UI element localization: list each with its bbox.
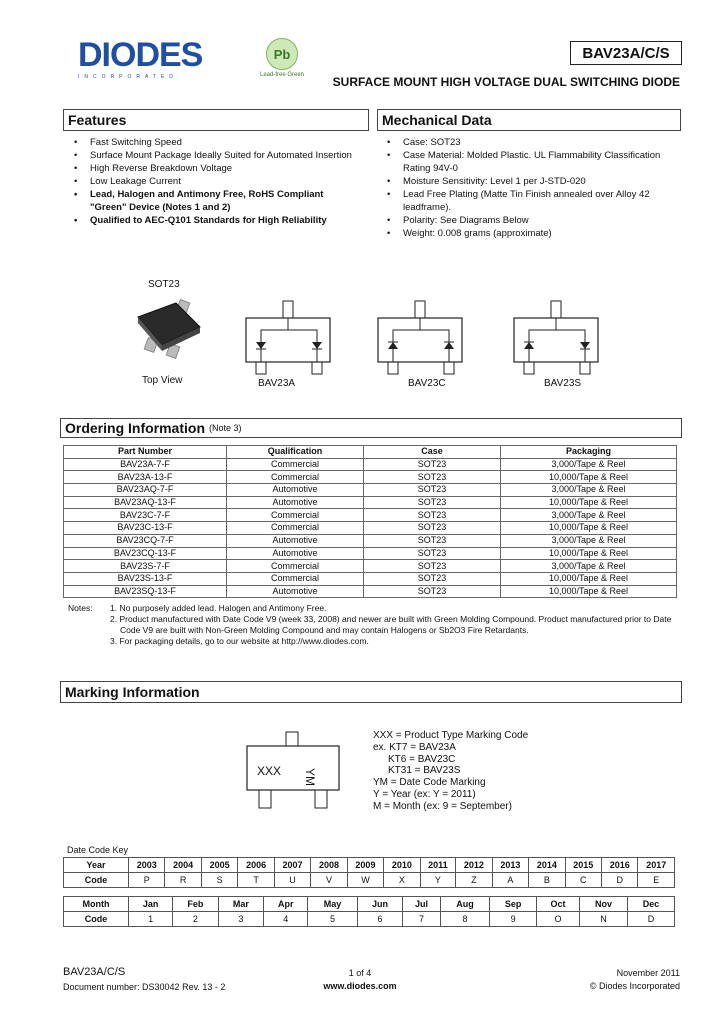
features-heading: Features [63, 109, 369, 131]
table-cell: 10,000/Tape & Reel [501, 522, 677, 535]
marking-heading: Marking Information [60, 681, 682, 703]
bav23s-diagram [512, 298, 602, 376]
ordering-col-header: Packaging [501, 446, 677, 459]
footer-part-number: BAV23A/C/S [63, 966, 126, 978]
year-code-table [63, 857, 675, 888]
table-cell: BAV23AQ-13-F [64, 496, 227, 509]
feature-item: • Surface Mount Package Ideally Suited for Automated Insertion [70, 149, 370, 162]
table-row [64, 560, 677, 573]
date-code-cell: U [274, 873, 310, 888]
table-cell: Commercial [227, 471, 364, 484]
date-code-cell: Feb [173, 897, 219, 912]
date-code-cell: E [638, 873, 675, 888]
ordering-table-body [64, 458, 677, 598]
footer-website-link[interactable]: www.diodes.com [323, 981, 397, 991]
year-code-row [64, 873, 675, 888]
date-code-cell: 2007 [274, 858, 310, 873]
note-item: Code V9 are built with Non-Green Molding Compound and may contain Halogens or Sb2O3 Fire Retardants. [120, 625, 529, 635]
date-code-cell: 2006 [238, 858, 274, 873]
table-cell: 10,000/Tape & Reel [501, 572, 677, 585]
table-cell: 3,000/Tape & Reel [501, 509, 677, 522]
table-cell: Automotive [227, 534, 364, 547]
date-code-cell: Sep [490, 897, 537, 912]
lead-free-label: Lead-free Green [259, 72, 305, 78]
date-code-cell: Jun [357, 897, 403, 912]
ordering-col-header: Part Number [64, 446, 227, 459]
table-row [64, 585, 677, 598]
date-code-cell: 8 [440, 912, 489, 927]
legend-line: YM = Date Code Marking [373, 777, 486, 789]
date-code-cell: O [537, 912, 580, 927]
mechanical-item: • Case: SOT23 [383, 136, 683, 149]
table-cell: 10,000/Tape & Reel [501, 547, 677, 560]
part-number-box: BAV23A/C/S [570, 41, 682, 65]
table-cell: SOT23 [364, 458, 501, 471]
mechanical-line: leadframe). [403, 202, 452, 213]
table-cell: BAV23A-13-F [64, 471, 227, 484]
top-view-label: Top View [142, 375, 183, 386]
date-code-cell: N [579, 912, 627, 927]
footer-date: November 2011 [616, 968, 680, 978]
table-cell: BAV23SQ-13-F [64, 585, 227, 598]
date-code-cell: P [129, 873, 165, 888]
date-code-cell: Jul [403, 897, 440, 912]
ordering-col-header: Qualification [227, 446, 364, 459]
date-code-cell: 6 [357, 912, 403, 927]
date-code-cell: C [565, 873, 601, 888]
table-cell: SOT23 [364, 547, 501, 560]
table-cell: Commercial [227, 522, 364, 535]
feature-item: • Low Leakage Current [70, 175, 370, 188]
legend-line: KT6 = BAV23C [388, 753, 456, 765]
pb-icon: Pb [266, 38, 298, 70]
mechanical-line: Lead Free Plating (Matte Tin Finish annealed over Alloy 42 [403, 189, 650, 200]
date-code-cell: 2017 [638, 858, 675, 873]
date-code-cell: Month [64, 897, 129, 912]
table-cell: 10,000/Tape & Reel [501, 471, 677, 484]
date-code-cell: 2004 [165, 858, 201, 873]
ordering-heading [60, 418, 682, 438]
feature-item: • High Reverse Breakdown Voltage [70, 162, 370, 175]
table-cell: BAV23C-13-F [64, 522, 227, 535]
bav23a-label: BAV23A [258, 378, 296, 389]
chip-marking-code: XXX [257, 764, 282, 778]
table-row [64, 534, 677, 547]
date-code-cell: S [201, 873, 237, 888]
date-code-cell: Jan [129, 897, 173, 912]
table-cell: SOT23 [364, 534, 501, 547]
table-cell: Commercial [227, 509, 364, 522]
date-code-cell: 5 [308, 912, 358, 927]
table-cell: BAV23S-7-F [64, 560, 227, 573]
table-cell: BAV23A-7-F [64, 458, 227, 471]
date-code-cell: 2010 [384, 858, 420, 873]
table-cell: 3,000/Tape & Reel [501, 484, 677, 497]
date-code-cell: 2003 [129, 858, 165, 873]
mechanical-item [383, 188, 683, 214]
table-cell: Automotive [227, 496, 364, 509]
table-cell: Automotive [227, 484, 364, 497]
footer-docnum: Document number: DS30042 Rev. 13 - 2 [63, 982, 226, 992]
date-code-cell: 2008 [311, 858, 347, 873]
table-cell: 3,000/Tape & Reel [501, 534, 677, 547]
table-row [64, 471, 677, 484]
note-item: 2. Product manufactured with Date Code V9 (week 33, 2008) and newer are built with Green Molding Compound. Product manufactured prior to Date [110, 614, 672, 624]
date-code-cell: 2016 [602, 858, 638, 873]
mechanical-item: • Weight: 0.008 grams (approximate) [383, 227, 683, 240]
month-row [64, 897, 675, 912]
table-cell: SOT23 [364, 509, 501, 522]
table-cell: SOT23 [364, 471, 501, 484]
date-code-cell: 1 [129, 912, 173, 927]
date-code-cell: 2013 [492, 858, 528, 873]
date-code-cell: Mar [218, 897, 264, 912]
notes-label: Notes: [68, 603, 93, 613]
feature-line: "Green" Device (Notes 1 and 2) [90, 202, 231, 213]
date-code-cell: 7 [403, 912, 440, 927]
table-cell: Commercial [227, 572, 364, 585]
mechanical-line: Rating 94V-0 [403, 163, 458, 174]
date-code-cell: Year [64, 858, 129, 873]
table-cell: Automotive [227, 547, 364, 560]
month-code-table [63, 896, 675, 927]
date-code-cell: Code [64, 873, 129, 888]
footer-page: 1 of 4 [348, 968, 372, 978]
date-code-cell: 2 [173, 912, 219, 927]
table-cell: BAV23C-7-F [64, 509, 227, 522]
date-code-cell: 2015 [565, 858, 601, 873]
table-row [64, 547, 677, 560]
table-row [64, 458, 677, 471]
notes-block [110, 603, 680, 647]
table-cell: 10,000/Tape & Reel [501, 496, 677, 509]
date-code-cell: 4 [264, 912, 308, 927]
mechanical-heading: Mechanical Data [377, 109, 681, 131]
date-code-cell: V [311, 873, 347, 888]
date-code-cell: 9 [490, 912, 537, 927]
table-cell: BAV23S-13-F [64, 572, 227, 585]
mechanical-item: • Polarity: See Diagrams Below [383, 214, 683, 227]
date-code-cell: 2011 [420, 858, 456, 873]
ordering-table [63, 445, 677, 598]
feature-item: • Fast Switching Speed [70, 136, 370, 149]
features-list [70, 136, 370, 227]
document-subtitle: SURFACE MOUNT HIGH VOLTAGE DUAL SWITCHING DIODE [332, 75, 680, 89]
date-code-cell: R [165, 873, 201, 888]
ordering-col-header: Case [364, 446, 501, 459]
date-code-cell: 2014 [529, 858, 565, 873]
table-row [64, 522, 677, 535]
mechanical-item [383, 149, 683, 175]
note-item: 1. No purposely added lead. Halogen and Antimony Free. [110, 603, 327, 613]
date-code-cell: Dec [628, 897, 675, 912]
date-code-cell: D [628, 912, 675, 927]
table-cell: Commercial [227, 560, 364, 573]
bav23c-label: BAV23C [408, 378, 446, 389]
feature-item: • Qualified to AEC-Q101 Standards for High Reliability [70, 214, 370, 227]
date-code-key-label: Date Code Key [67, 845, 129, 855]
date-code-cell: May [308, 897, 358, 912]
table-cell: SOT23 [364, 560, 501, 573]
table-row [64, 572, 677, 585]
table-cell: 10,000/Tape & Reel [501, 585, 677, 598]
table-cell: Commercial [227, 458, 364, 471]
logo-subtext: INCORPORATED [78, 74, 178, 80]
table-cell: 3,000/Tape & Reel [501, 458, 677, 471]
table-row [64, 484, 677, 497]
table-cell: SOT23 [364, 496, 501, 509]
date-code-cell: Apr [264, 897, 308, 912]
year-row [64, 858, 675, 873]
date-code-cell: T [238, 873, 274, 888]
table-cell: SOT23 [364, 585, 501, 598]
month-code-row [64, 912, 675, 927]
table-cell: SOT23 [364, 522, 501, 535]
table-row [64, 509, 677, 522]
logo-text: DIODES [78, 36, 203, 74]
date-code-cell: Y [420, 873, 456, 888]
lead-free-badge [252, 38, 312, 78]
date-code-cell: Aug [440, 897, 489, 912]
legend-line: ex. KT7 = BAV23A [373, 741, 456, 753]
package-label: SOT23 [148, 279, 180, 290]
feature-line: Lead, Halogen and Antimony Free, RoHS Compliant [90, 189, 324, 200]
table-cell: Automotive [227, 585, 364, 598]
feature-item [70, 188, 370, 214]
ordering-title: Ordering Information [65, 420, 205, 436]
diodes-logo [78, 38, 208, 88]
table-cell: SOT23 [364, 572, 501, 585]
bav23c-diagram [376, 298, 466, 376]
date-code-cell: Z [456, 873, 492, 888]
ordering-header-row [64, 446, 677, 459]
legend-line: M = Month (ex: 9 = September) [373, 800, 512, 812]
date-code-cell: D [602, 873, 638, 888]
table-cell: BAV23CQ-7-F [64, 534, 227, 547]
mechanical-item: • Moisture Sensitivity: Level 1 per J-STD-020 [383, 175, 683, 188]
date-code-cell: 2012 [456, 858, 492, 873]
table-cell: 3,000/Tape & Reel [501, 560, 677, 573]
date-code-cell: Nov [579, 897, 627, 912]
legend-line: Y = Year (ex: Y = 2011) [373, 788, 476, 800]
legend-line: KT31 = BAV23S [388, 765, 461, 777]
date-code-cell: X [384, 873, 420, 888]
date-code-cell: Oct [537, 897, 580, 912]
bav23a-diagram [244, 298, 334, 376]
bav23s-label: BAV23S [544, 378, 582, 389]
chip-date-code: YM [303, 768, 317, 786]
mechanical-list [383, 136, 683, 240]
legend-line: XXX = Product Type Marking Code [373, 730, 529, 741]
table-row [64, 496, 677, 509]
date-code-cell: W [347, 873, 383, 888]
table-cell: SOT23 [364, 484, 501, 497]
sot23-package-icon [128, 293, 208, 365]
date-code-cell: 2005 [201, 858, 237, 873]
table-cell: BAV23AQ-7-F [64, 484, 227, 497]
date-code-cell: 3 [218, 912, 264, 927]
date-code-cell: 2009 [347, 858, 383, 873]
date-code-cell: A [492, 873, 528, 888]
table-cell: BAV23CQ-13-F [64, 547, 227, 560]
marking-legend [373, 730, 673, 813]
date-code-cell: B [529, 873, 565, 888]
ordering-note: (Note 3) [209, 423, 242, 433]
note-item: 3. For packaging details, go to our website at http://www.diodes.com. [110, 636, 369, 646]
date-code-cell: Code [64, 912, 129, 927]
footer-copyright: © Diodes Incorporated [589, 981, 680, 991]
mechanical-line: Case Material: Molded Plastic. UL Flammability Classification [403, 150, 661, 161]
